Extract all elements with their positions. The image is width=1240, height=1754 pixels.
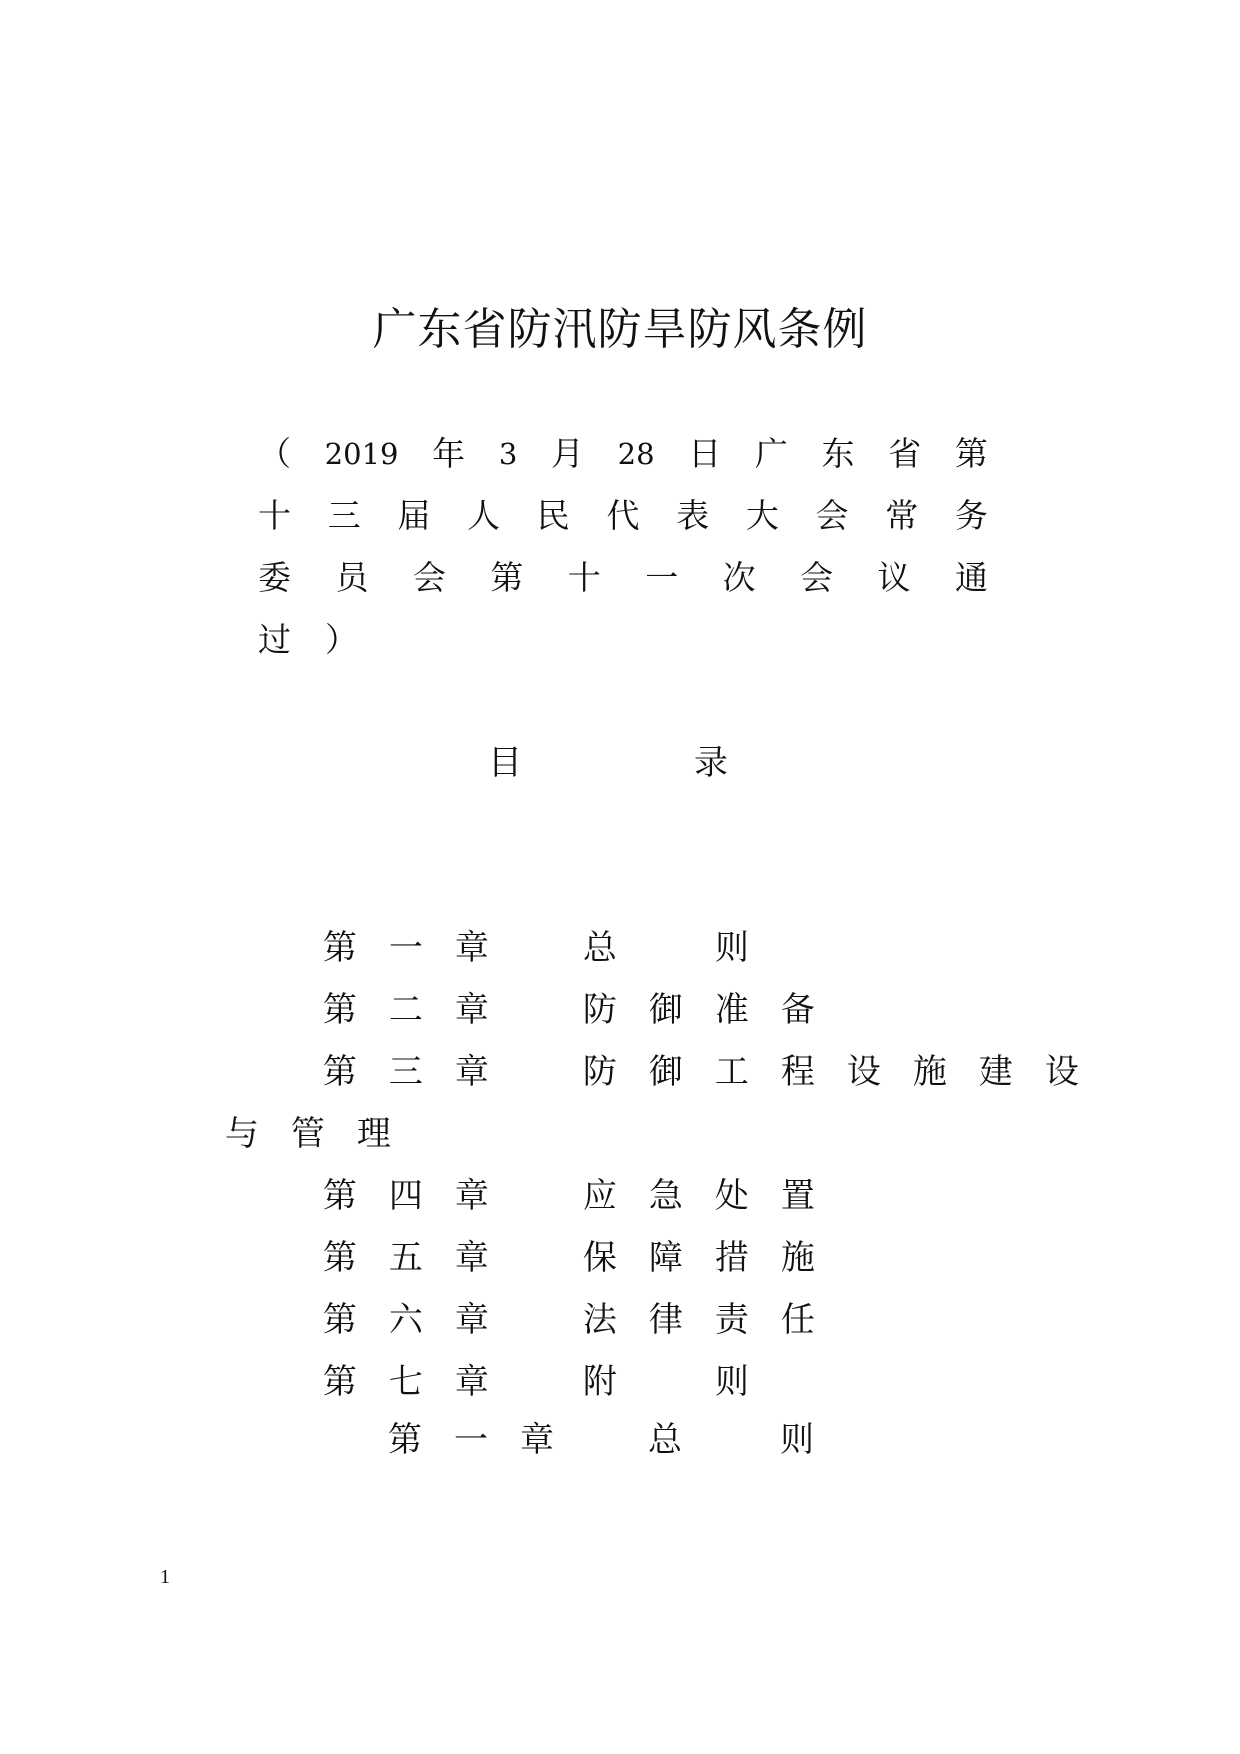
toc-item[interactable] (258, 1227, 847, 1340)
note-char: 一 (645, 558, 679, 597)
adoption-note-line-1 (258, 423, 988, 485)
toc-heading-left: 目 (488, 743, 522, 783)
toc-item-continuation (160, 1041, 423, 1154)
note-char: 月 (550, 434, 584, 473)
note-char: 常 (885, 496, 919, 535)
note-char: 广 (754, 434, 788, 473)
note-char: 第 (490, 558, 524, 597)
note-char: 次 (722, 558, 756, 597)
toc-chapter: 第二章 (322, 990, 521, 1030)
adoption-note-line-2 (258, 485, 988, 547)
toc-chapter: 第六章 (322, 1300, 521, 1340)
toc-chapter: 第五章 (322, 1238, 521, 1278)
toc-item[interactable] (258, 1103, 847, 1216)
toc-item[interactable] (258, 1165, 847, 1278)
toc-chapter: 第一章 (322, 928, 521, 968)
toc-title: 防御准备 (582, 990, 847, 1030)
toc-title: 防御工程设施建设 (582, 1052, 1111, 1092)
adoption-note-line-3 (258, 547, 988, 609)
toc-title: 总 则 (582, 928, 781, 968)
toc-chapter: 第四章 (322, 1176, 521, 1216)
note-char: 三 (327, 496, 361, 535)
toc-title: 附 则 (582, 1362, 781, 1402)
toc-title: 保障措施 (582, 1238, 847, 1278)
chapter-heading (388, 1410, 846, 1470)
toc-heading (488, 735, 728, 791)
note-char: 代 (606, 496, 640, 535)
note-char: 会 (815, 496, 849, 535)
toc-title: 法律责任 (582, 1300, 847, 1340)
toc-chapter: 第七章 (322, 1362, 521, 1402)
toc-item[interactable] (258, 855, 781, 968)
note-number: 28 (617, 437, 655, 471)
note-char: 届 (397, 496, 431, 535)
note-number: 2019 (324, 437, 399, 471)
note-char: 省 (888, 434, 922, 473)
chapter-heading-number: 第一章 (388, 1420, 586, 1460)
toc-item[interactable] (258, 917, 847, 1030)
note-char: 务 (954, 496, 988, 535)
toc-title: 与管理 (224, 1114, 423, 1154)
note-char: 十 (567, 558, 601, 597)
note-char: 民 (536, 496, 570, 535)
note-char: 人 (467, 496, 501, 535)
note-char: 过 (258, 620, 291, 659)
note-char: 会 (800, 558, 834, 597)
note-char: 十 (258, 496, 291, 535)
note-char: 年 (432, 434, 466, 473)
toc-title: 应急处置 (582, 1176, 847, 1216)
document-title: 广东省防汛防旱防风条例 (372, 304, 868, 355)
note-char: 东 (821, 434, 855, 473)
note-number: 3 (498, 437, 518, 471)
adoption-note (258, 423, 988, 671)
note-char: 通 (954, 558, 988, 597)
toc-item[interactable] (258, 1289, 781, 1402)
note-char: 员 (335, 558, 369, 597)
note-char: 会 (412, 558, 446, 597)
toc-item[interactable] (258, 979, 1111, 1092)
note-char: 日 (688, 434, 722, 473)
note-char: 大 (745, 496, 779, 535)
note-char: ） (325, 620, 358, 659)
note-char: 议 (877, 558, 911, 597)
note-char: 委 (258, 558, 291, 597)
note-char: 表 (676, 496, 710, 535)
chapter-heading-title: 总 则 (648, 1420, 846, 1460)
note-char: （ (258, 434, 291, 473)
note-char: 第 (954, 434, 988, 473)
toc-heading-right: 录 (694, 743, 728, 783)
toc-chapter: 第三章 (322, 1052, 521, 1092)
adoption-note-line-4 (258, 609, 988, 671)
page-number: 1 (160, 1566, 170, 1588)
